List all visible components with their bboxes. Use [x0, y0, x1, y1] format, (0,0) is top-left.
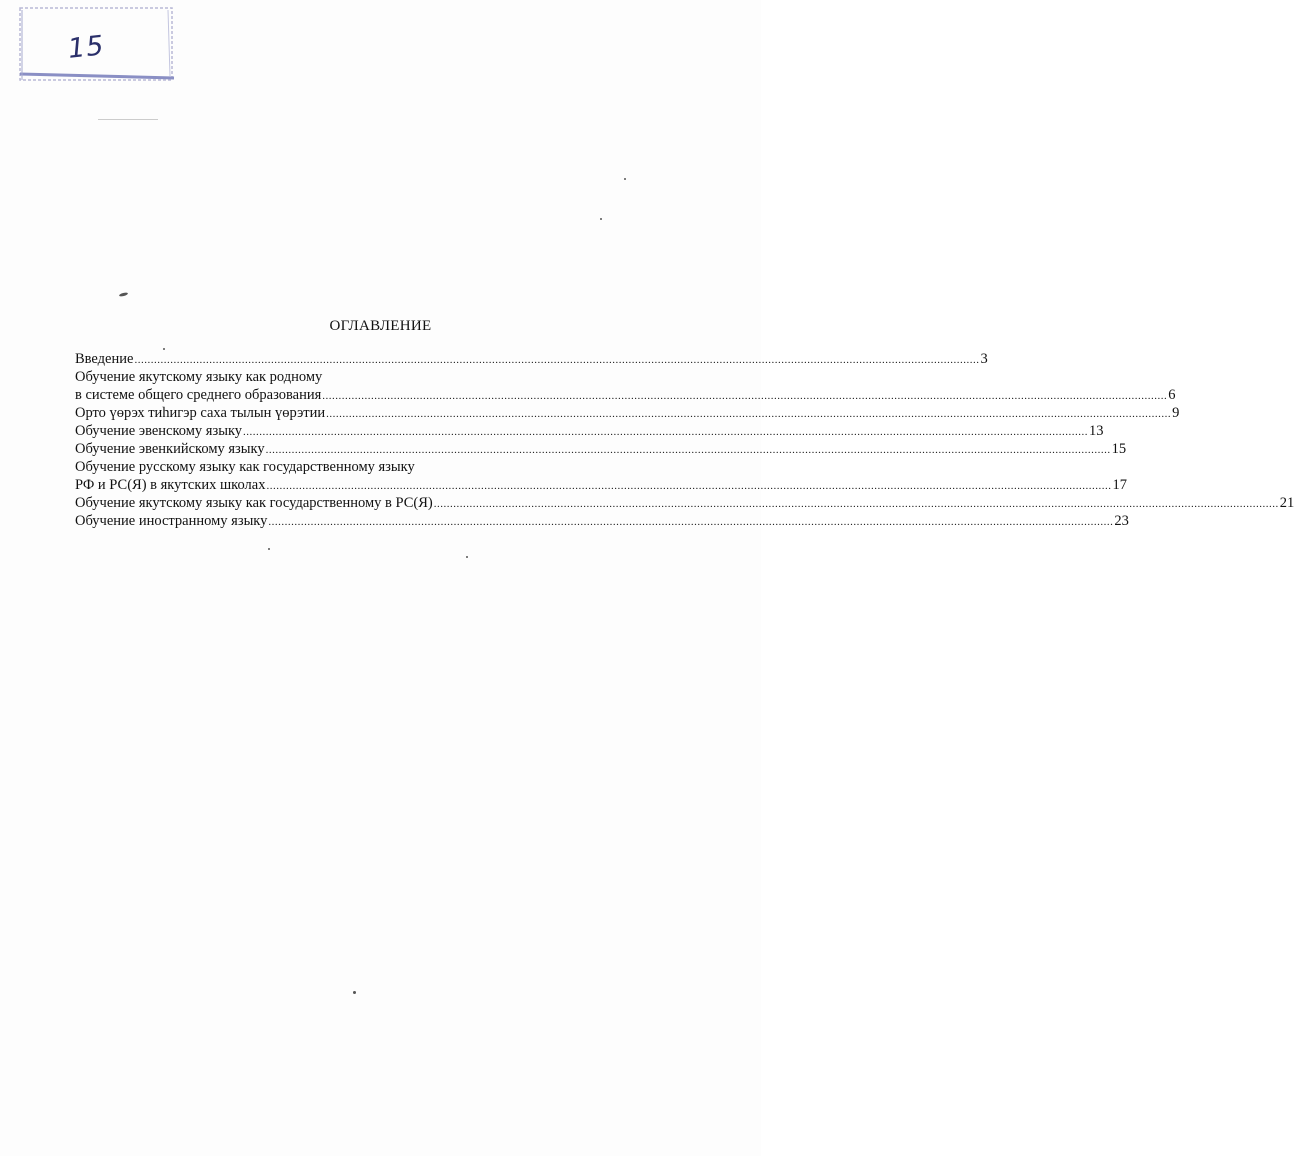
toc-entry-text: Орто үөрэх тиһигэр саха тылын үөрэтии [75, 405, 326, 421]
scan-speck [98, 119, 158, 120]
toc-entry-line [75, 440, 1127, 458]
toc-entry [75, 458, 1127, 494]
toc-entry-line [75, 512, 1129, 530]
toc-page-number: 23 [1114, 513, 1129, 529]
toc-entry [75, 422, 1104, 440]
scan-speck [353, 991, 356, 994]
toc-entry-line [75, 386, 1176, 404]
toc-entry [75, 350, 988, 368]
toc-entry-text: Обучение эвенскому языку [75, 423, 243, 439]
toc-entry-text: РФ и РС(Я) в якутских школах [75, 477, 266, 493]
toc-leader-dots: .................................................................................................................................................................................................................................................................... [243, 426, 1089, 438]
scan-speck [268, 548, 270, 550]
toc-leader-dots: .................................................................................................................................................................................................................................................................... [326, 408, 1172, 420]
toc-leader-dots: .................................................................................................................................................................................................................................................................... [266, 480, 1112, 492]
archive-stamp [18, 6, 176, 84]
toc-entry-text: в системе общего среднего образования [75, 387, 322, 403]
scan-speck [466, 556, 468, 558]
toc-entry-line [75, 494, 1294, 512]
toc-entry-text: Обучение якутскому языку как родному [75, 369, 323, 385]
toc-entry-text: Обучение якутскому языку как государственному в РС(Я) [75, 495, 433, 511]
toc-entry [75, 440, 1127, 458]
toc-page-number: 13 [1089, 423, 1104, 439]
toc-page-number: 15 [1111, 441, 1127, 457]
toc-leader-dots: .................................................................................................................................................................................................................................................................... [134, 354, 980, 366]
toc-entry [75, 368, 1176, 404]
toc-page-number: 6 [1168, 387, 1176, 403]
toc-entry [75, 512, 1129, 530]
handwritten-page-number: 15 [66, 30, 106, 65]
toc-entry [75, 404, 1180, 422]
toc-page-number: 9 [1172, 405, 1180, 421]
toc-entry-text: Обучение иностранному языку [75, 513, 268, 529]
table-of-contents [75, 350, 1294, 530]
toc-page-number: 3 [980, 351, 988, 367]
toc-entry-text: Обучение эвенкийскому языку [75, 441, 265, 457]
toc-entry-line [75, 476, 1127, 494]
toc-entry-line [75, 350, 988, 368]
toc-leader-dots: .................................................................................................................................................................................................................................................................... [433, 498, 1279, 510]
toc-entry-line [75, 422, 1104, 440]
toc-page-number: 21 [1279, 495, 1294, 511]
toc-entry-line [75, 368, 658, 386]
toc-leader-dots: .................................................................................................................................................................................................................................................................... [268, 516, 1114, 528]
toc-page-number: 17 [1112, 477, 1127, 493]
toc-entry-line [75, 404, 1180, 422]
toc-entry [75, 494, 1294, 512]
scan-speck [624, 178, 626, 180]
toc-entry-line [75, 458, 658, 476]
toc-leader-dots: .................................................................................................................................................................................................................................................................... [322, 390, 1168, 402]
toc-title: ОГЛАВЛЕНИЕ [329, 318, 432, 334]
scan-speck [119, 292, 128, 297]
toc-leader-dots: .................................................................................................................................................................................................................................................................... [265, 444, 1111, 456]
scan-speck [600, 218, 602, 220]
toc-entry-text: Введение [75, 351, 134, 367]
toc-entry-text: Обучение русскому языку как государственному языку [75, 459, 415, 475]
